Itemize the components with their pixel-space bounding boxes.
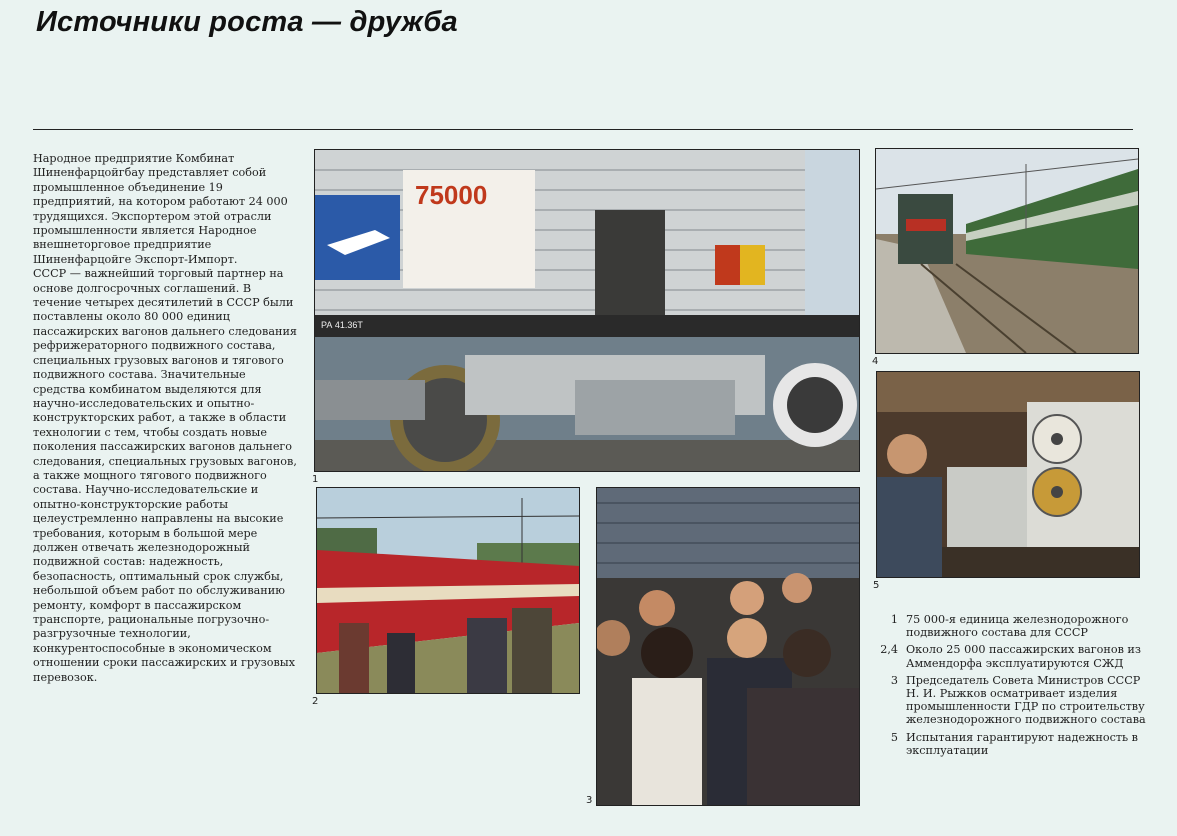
caption-item (872, 731, 1152, 757)
caption-number: 3 (890, 673, 898, 687)
car-number-label: РА 41.36Т (321, 320, 363, 330)
caption-text: Испытания гарантируют надежность в эксплуатации (906, 730, 1138, 757)
photo-number-4: 4 (872, 356, 879, 367)
caption-item (872, 643, 1152, 669)
caption-number: 5 (890, 730, 898, 744)
title-divider (33, 129, 1133, 130)
caption-item (872, 613, 1152, 639)
photo-3-delegation (596, 487, 860, 806)
paragraph-intro: Народное предприятие Комбинат Шиненфарцойгбау представляет собой промышленное объединение 19 предприятий, на котором работают 24 000 трудящихся. Экспортером этой отрасли промышленности является Народное внешнеторговое предприятие Шиненфарцойге Экспорт-Импорт. (33, 152, 288, 266)
page-title: Источники роста — дружба (36, 6, 458, 38)
caption-text: 75 000-я единица железнодорожного подвижного состава для СССР (906, 613, 1129, 640)
caption-text: Около 25 000 пассажирских вагонов из Аммендорфа эксплуатируются СЖД (906, 643, 1141, 670)
photo-number-5: 5 (873, 580, 880, 591)
caption-number: 1 (890, 613, 898, 626)
photo-number-2: 2 (312, 696, 319, 707)
photo-4-green-train (875, 148, 1139, 354)
photo-captions (872, 613, 1152, 761)
caption-text: Председатель Совета Министров СССР Н. И. Рыжков осматривает изделия промышленности ГДР по строительству железнодорожного подвижного состава (906, 673, 1146, 727)
photo-1-refrigerator-car (314, 149, 860, 472)
sign-75000: 75000 (415, 180, 488, 210)
paragraph-main: СССР — важнейший торговый партнер на основе долгосрочных соглашений. В течение четырех десятилетий в СССР были поставлены около 80 000 единиц пассажирских вагонов дальнего следования рефрижераторного подвижного состава, специальных грузовых вагонов и тягового подвижного состава. Значительные средства комбинатом выделяются для научно-исследовательских и опытно-конструкторских работ, а также в области технологии с тем, чтобы создать новые поколения пассажирских вагонов дальнего следования, специальных грузовых вагонов, а также мощного тягового подвижного состава. Научно-исследовательские и опытно-конструкторские работы целеустремленно направлены на высокие требования, которым в большой мере должен отвечать железнодорожный подвижной состав: надежность, безопасность, оптимальный срок службы, небольшой объем работ по обслуживанию ремонту, комфорт в пассажирском транспорте, рациональные погрузочно-разгрузочные технологии, конкурентоспособные в экономическом отношении сроки пассажирских и грузовых перевозок. (33, 267, 297, 684)
caption-number: 2,4 (880, 643, 898, 657)
caption-item (872, 674, 1152, 727)
photo-2-red-train-platform (316, 487, 580, 694)
body-text (33, 152, 301, 685)
photo-5-testing-equipment (876, 371, 1140, 578)
photo-number-1: 1 (312, 474, 319, 485)
photo-number-3: 3 (586, 795, 593, 806)
